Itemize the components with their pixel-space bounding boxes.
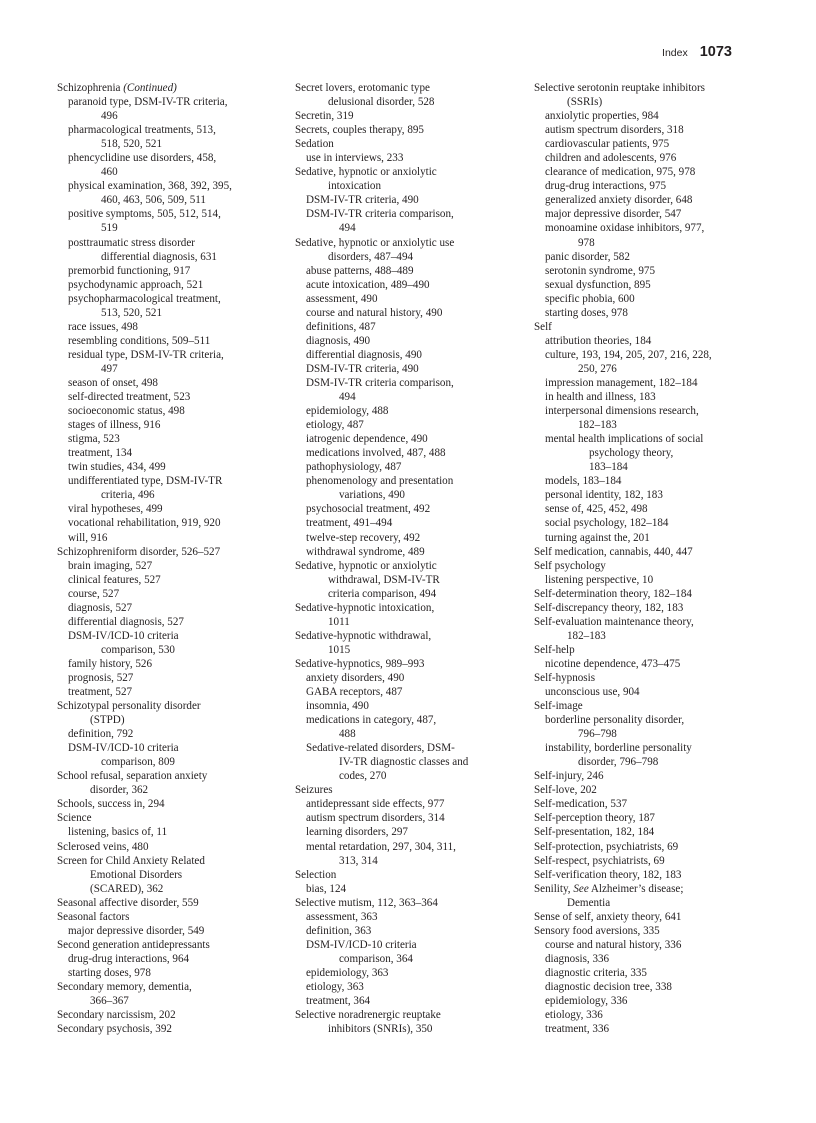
index-entry: Sensory food aversions, 335 [534, 924, 660, 937]
index-entry: Secondary memory, dementia, [57, 981, 192, 993]
index-entry: Secretin, 319 [295, 110, 354, 123]
index-subentry: insomnia, 490 [306, 700, 369, 713]
index-subentry: epidemiology, 488 [306, 405, 389, 418]
index-subentry: 182–183 [567, 629, 606, 642]
index-subentry: IV-TR diagnostic classes and [339, 756, 469, 769]
index-subentry: abuse patterns, 488–489 [306, 264, 414, 277]
index-entry: Screen for Child Anxiety Related [57, 854, 205, 867]
index-subentry: comparison, 364 [339, 952, 413, 965]
index-subentry: undifferentiated type, DSM-IV-TR [68, 475, 223, 488]
index-subentry: 519 [101, 222, 118, 235]
index-subentry: physical examination, 368, 392, 395, [68, 180, 232, 193]
index-subentry: attribution theories, 184 [545, 334, 652, 347]
index-subentry: socioeconomic status, 498 [68, 405, 185, 418]
index-subentry: etiology, 487 [306, 419, 364, 432]
index-entry: Self medication, cannabis, 440, 447 [534, 545, 693, 558]
index-subentry: 513, 520, 521 [101, 306, 163, 319]
index-entry: Sclerosed veins, 480 [57, 840, 149, 853]
index-subentry: diagnosis, 490 [306, 334, 371, 347]
index-subentry: bias, 124 [306, 882, 347, 895]
index-subentry: 1015 [328, 643, 351, 656]
page-number: 1073 [699, 44, 732, 60]
index-entry: Schizophrenia (Continued) [57, 82, 177, 94]
index-subentry: treatment, 491–494 [306, 517, 393, 530]
index-entry: Sedative-hypnotic withdrawal, [295, 629, 432, 642]
index-subentry: DSM-IV-TR criteria comparison, [306, 376, 454, 389]
index-subentry: criteria, 496 [101, 489, 155, 502]
index-subentry: positive symptoms, 505, 512, 514, [68, 208, 221, 221]
index-entry: Secret lovers, erotomanic type [295, 82, 430, 94]
index-subentry: assessment, 490 [306, 292, 378, 305]
index-entry: Seasonal factors [57, 910, 130, 923]
index-subentry: DSM-IV-TR criteria comparison, [306, 208, 454, 221]
index-entry: Sedative-hypnotics, 989–993 [295, 657, 425, 670]
index-subentry: diagnostic criteria, 335 [545, 966, 647, 979]
index-subentry: viral hypotheses, 499 [68, 503, 163, 516]
index-subentry: acute intoxication, 489–490 [306, 278, 430, 291]
index-subentry: Dementia [567, 896, 611, 909]
index-subentry: stages of illness, 916 [68, 419, 161, 432]
index-entry: Self-help [534, 643, 575, 656]
index-subentry: personal identity, 182, 183 [545, 489, 663, 502]
index-subentry: comparison, 809 [101, 756, 175, 769]
index-subentry: listening, basics of, 11 [68, 826, 168, 839]
index-entry: Schizotypal personality disorder [57, 700, 201, 713]
index-entry: Sedative, hypnotic or anxiolytic [295, 559, 437, 572]
index-subentry: 460, 463, 506, 509, 511 [101, 194, 206, 207]
index-subentry: course, 527 [68, 587, 120, 600]
index-subentry: 1011 [328, 615, 350, 628]
index-subentry: 497 [101, 362, 118, 375]
index-subentry: 518, 520, 521 [101, 138, 163, 151]
index-subentry: (STPD) [90, 714, 125, 727]
index-subentry: twin studies, 434, 499 [68, 461, 166, 474]
index-subentry: criteria comparison, 494 [328, 587, 437, 600]
index-entry: Self-respect, psychiatrists, 69 [534, 854, 665, 867]
index-subentry: psychosocial treatment, 492 [306, 503, 431, 516]
index-subentry: intoxication [328, 180, 381, 193]
index-entry: Self-hypnosis [534, 671, 596, 684]
index-subentry: withdrawal syndrome, 489 [306, 545, 425, 558]
index-subentry: listening perspective, 10 [545, 573, 654, 586]
index-entry: Schizophreniform disorder, 526–527 [57, 545, 221, 558]
index-entry: Senility, See Alzheimer’s disease; [534, 882, 684, 895]
index-subentry: diagnostic decision tree, 338 [545, 981, 672, 993]
index-subentry: 496 [101, 110, 118, 123]
index-subentry: sexual dysfunction, 895 [545, 278, 651, 291]
index-subentry: DSM-IV-TR criteria, 490 [306, 194, 419, 207]
index-subentry: diagnosis, 336 [545, 952, 610, 965]
index-subentry: differential diagnosis, 527 [68, 615, 184, 628]
index-subentry: season of onset, 498 [68, 376, 158, 389]
index-column-1 [57, 81, 267, 1036]
index-subentry: DSM-IV/ICD-10 criteria [68, 742, 179, 755]
index-subentry: treatment, 364 [306, 995, 371, 1008]
index-subentry: models, 183–184 [545, 475, 622, 488]
index-column-2 [295, 81, 505, 1036]
index-entry: Secondary narcissism, 202 [57, 1009, 176, 1022]
index-subentry: starting doses, 978 [68, 966, 151, 979]
index-subentry: course and natural history, 490 [306, 306, 443, 319]
index-entry: Seizures [295, 784, 333, 797]
index-subentry: turning against the, 201 [545, 531, 650, 544]
index-subentry: treatment, 336 [545, 1023, 610, 1036]
index-subentry: psychology theory, [589, 447, 674, 460]
index-subentry: 183–184 [589, 461, 628, 474]
index-entry: Self [534, 320, 552, 333]
index-subentry: clinical features, 527 [68, 573, 161, 586]
index-entry: Sense of self, anxiety theory, 641 [534, 910, 682, 923]
index-subentry: instability, borderline personality [545, 742, 692, 755]
index-subentry: delusional disorder, 528 [328, 96, 435, 109]
index-subentry: generalized anxiety disorder, 648 [545, 194, 693, 207]
index-subentry: 366–367 [90, 995, 129, 1008]
index-subentry: pathophysiology, 487 [306, 461, 402, 474]
index-subentry: medications in category, 487, [306, 714, 437, 727]
index-subentry: 494 [339, 391, 356, 404]
index-entry: Self-determination theory, 182–184 [534, 587, 692, 600]
index-entry: Sedative, hypnotic or anxiolytic use [295, 236, 455, 249]
index-subentry: GABA receptors, 487 [306, 686, 403, 699]
index-subentry: assessment, 363 [306, 910, 378, 923]
index-entry: Self-injury, 246 [534, 770, 604, 783]
index-subentry: use in interviews, 233 [306, 152, 404, 165]
index-entry: Self psychology [534, 559, 606, 572]
index-subentry: serotonin syndrome, 975 [545, 264, 656, 277]
index-subentry: culture, 193, 194, 205, 207, 216, 228, [545, 348, 712, 361]
index-subentry: etiology, 336 [545, 1009, 603, 1022]
index-subentry: 488 [339, 728, 356, 741]
index-subentry: major depressive disorder, 549 [68, 924, 205, 937]
index-entry: Secondary psychosis, 392 [57, 1023, 172, 1036]
index-subentry: (SCARED), 362 [90, 882, 164, 895]
index-subentry: brain imaging, 527 [68, 559, 153, 572]
index-subentry: diagnosis, 527 [68, 601, 133, 614]
index-subentry: disorders, 487–494 [328, 250, 414, 263]
index-subentry: DSM-IV/ICD-10 criteria [306, 938, 417, 951]
index-subentry: interpersonal dimensions research, [545, 405, 699, 418]
index-subentry: Emotional Disorders [90, 868, 183, 881]
index-subentry: definition, 363 [306, 924, 372, 937]
index-subentry: phenomenology and presentation [306, 475, 454, 488]
index-entry: Self-discrepancy theory, 182, 183 [534, 601, 684, 614]
index-subentry: 182–183 [578, 419, 617, 432]
index-subentry: social psychology, 182–184 [545, 517, 669, 530]
index-subentry: stigma, 523 [68, 433, 120, 446]
index-subentry: comparison, 530 [101, 643, 175, 656]
index-entry: Self-protection, psychiatrists, 69 [534, 840, 679, 853]
index-entry: Sedative-hypnotic intoxication, [295, 601, 435, 614]
index-subentry: mental health implications of social [545, 433, 704, 446]
index-entry: Self-image [534, 700, 583, 713]
index-subentry: treatment, 527 [68, 686, 133, 699]
index-subentry: cardiovascular patients, 975 [545, 138, 670, 151]
index-entry: Self-presentation, 182, 184 [534, 826, 655, 839]
index-entry: Second generation antidepressants [57, 938, 210, 951]
index-subentry: 250, 276 [578, 362, 617, 375]
index-subentry: sense of, 425, 452, 498 [545, 503, 648, 516]
index-subentry: children and adolescents, 976 [545, 152, 677, 165]
index-subentry: in health and illness, 183 [545, 391, 656, 404]
index-subentry: impression management, 182–184 [545, 376, 698, 389]
index-subentry: epidemiology, 363 [306, 966, 389, 979]
index-subentry: iatrogenic dependence, 490 [306, 433, 428, 446]
index-subentry: borderline personality disorder, [545, 714, 685, 727]
index-subentry: anxiety disorders, 490 [306, 671, 405, 684]
index-subentry: drug-drug interactions, 964 [68, 952, 190, 965]
index-subentry: unconscious use, 904 [545, 686, 640, 699]
index-subentry: disorder, 362 [90, 784, 149, 797]
index-subentry: codes, 270 [339, 770, 387, 783]
index-subentry: self-directed treatment, 523 [68, 391, 191, 404]
index-subentry: Sedative-related disorders, DSM- [306, 742, 455, 755]
index-subentry: 494 [339, 222, 356, 235]
index-subentry: major depressive disorder, 547 [545, 208, 682, 221]
index-entry: Seasonal affective disorder, 559 [57, 896, 199, 909]
index-entry: Self-verification theory, 182, 183 [534, 868, 682, 881]
index-subentry: inhibitors (SNRIs), 350 [328, 1023, 433, 1036]
index-subentry: variations, 490 [339, 489, 405, 502]
index-subentry: 796–798 [578, 728, 617, 741]
index-subentry: anxiolytic properties, 984 [545, 110, 659, 123]
index-subentry: residual type, DSM-IV-TR criteria, [68, 348, 224, 361]
index-subentry: epidemiology, 336 [545, 995, 628, 1008]
index-subentry: family history, 526 [68, 657, 153, 670]
index-subentry: antidepressant side effects, 977 [306, 798, 445, 811]
index-subentry: specific phobia, 600 [545, 292, 635, 305]
index-subentry: vocational rehabilitation, 919, 920 [68, 517, 221, 530]
index-subentry: autism spectrum disorders, 314 [306, 812, 445, 825]
index-subentry: premorbid functioning, 917 [68, 264, 191, 277]
index-subentry: monoamine oxidase inhibitors, 977, [545, 222, 705, 235]
index-subentry: medications involved, 487, 488 [306, 447, 446, 460]
index-subentry: learning disorders, 297 [306, 826, 408, 839]
index-entry: Selective mutism, 112, 363–364 [295, 896, 438, 909]
index-subentry: differential diagnosis, 490 [306, 348, 422, 361]
page-header [662, 44, 732, 60]
index-subentry: 460 [101, 166, 118, 179]
index-entry: Schools, success in, 294 [57, 798, 165, 811]
index-subentry: treatment, 134 [68, 447, 133, 460]
index-subentry: resembling conditions, 509–511 [68, 334, 211, 347]
running-header-label: Index [662, 47, 688, 59]
index-subentry: definition, 792 [68, 728, 134, 741]
index-subentry: etiology, 363 [306, 981, 364, 993]
index-subentry: clearance of medication, 975, 978 [545, 166, 696, 179]
index-subentry: panic disorder, 582 [545, 250, 630, 263]
index-entry: Self-love, 202 [534, 784, 597, 797]
index-subentry: phencyclidine use disorders, 458, [68, 152, 217, 165]
index-entry: Sedative, hypnotic or anxiolytic [295, 166, 437, 179]
index-subentry: differential diagnosis, 631 [101, 250, 217, 263]
index-entry: School refusal, separation anxiety [57, 770, 208, 783]
index-entry: Self-evaluation maintenance theory, [534, 615, 694, 628]
index-subentry: 313, 314 [339, 854, 378, 867]
index-subentry: pharmacological treatments, 513, [68, 124, 216, 137]
index-subentry: 978 [578, 236, 595, 249]
index-entry: Science [57, 812, 92, 825]
index-subentry: will, 916 [68, 531, 108, 544]
index-subentry: withdrawal, DSM-IV-TR [328, 573, 440, 586]
index-entry: Selective serotonin reuptake inhibitors [534, 82, 705, 94]
index-subentry: posttraumatic stress disorder [68, 236, 195, 249]
index-entry: Secrets, couples therapy, 895 [295, 124, 424, 137]
index-subentry: drug-drug interactions, 975 [545, 180, 667, 193]
index-subentry: twelve-step recovery, 492 [306, 531, 421, 544]
index-subentry: psychodynamic approach, 521 [68, 278, 204, 291]
index-subentry: prognosis, 527 [68, 671, 134, 684]
index-subentry: mental retardation, 297, 304, 311, [306, 840, 456, 853]
index-subentry: starting doses, 978 [545, 306, 628, 319]
index-subentry: definitions, 487 [306, 320, 376, 333]
index-subentry: disorder, 796–798 [578, 756, 659, 769]
index-subentry: psychopharmacological treatment, [68, 292, 221, 305]
index-subentry: DSM-IV-TR criteria, 490 [306, 362, 419, 375]
index-entry: Selection [295, 868, 337, 881]
index-entry: Selective noradrenergic reuptake [295, 1009, 441, 1022]
index-subentry: nicotine dependence, 473–475 [545, 657, 681, 670]
index-subentry: course and natural history, 336 [545, 938, 682, 951]
index-entry: Self-medication, 537 [534, 798, 628, 811]
index-subentry: (SSRIs) [567, 96, 603, 109]
index-subentry: paranoid type, DSM-IV-TR criteria, [68, 96, 228, 109]
index-entry: Self-perception theory, 187 [534, 812, 655, 825]
index-subentry: DSM-IV/ICD-10 criteria [68, 629, 179, 642]
index-column-3 [534, 81, 744, 1036]
index-entry: Sedation [295, 138, 334, 151]
index-subentry: race issues, 498 [68, 320, 138, 333]
index-subentry: autism spectrum disorders, 318 [545, 124, 684, 137]
